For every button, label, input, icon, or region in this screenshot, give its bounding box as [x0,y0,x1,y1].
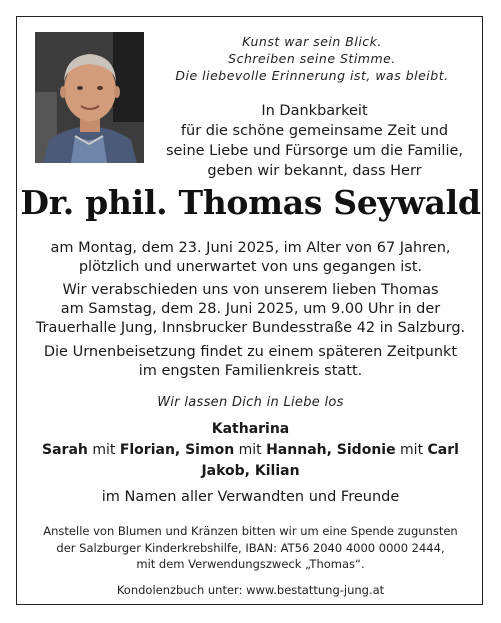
donation-line: der Salzburger Kinderkrebshilfe, IBAN: AT56 2040 4000 0000 2444, [56,540,445,555]
family-member: Hannah, Sidonie [266,442,396,458]
connector: mit [395,442,428,458]
verse-line: Kunst war sein Blick. [242,34,382,49]
intro-text [137,101,492,181]
family-member: Katharina [211,421,290,437]
death-notice [17,239,484,277]
urn-burial-notice [17,343,484,381]
donation-line: Anstelle von Blumen und Kränzen bitten wir um eine Spende zugunsten [43,524,458,538]
portrait-photo [35,32,144,163]
death-notice-line: plötzlich und unerwartet von uns gegangen ist. [78,259,423,275]
verse-line: Die liebevolle Erinnerung ist, was bleibt. [175,68,449,83]
intro-line: In Dankbarkeit [261,103,368,119]
farewell-line: Trauerhalle Jung, Innsbrucker Bundesstraße 42 in Salzburg. [35,320,466,336]
farewell-notice [17,281,484,338]
family-member: Jakob, Kilian [201,463,300,479]
donation-request [17,523,484,573]
family-names [17,419,484,482]
deceased-name: Dr. phil. Thomas Seywald [20,183,481,222]
relatives-line: im Namen aller Verwandten und Freunde [101,489,400,505]
farewell-line: am Samstag, dem 28. Juni 2025, um 9.00 Uhr in der [60,301,441,317]
condolence-book-link[interactable]: Kondolenzbuch unter: www.bestattung-jung.at [116,583,385,597]
donation-line: mit dem Verwendungszweck „Thomas“. [136,557,365,571]
intro-line: seine Liebe und Fürsorge um die Familie, [165,143,464,159]
death-notice-line: am Montag, dem 23. Juni 2025, im Alter von 67 Jahren, [50,240,451,256]
connector: mit [234,442,267,458]
intro-line: geben wir bekannt, dass Herr [207,163,422,179]
verse [157,33,467,84]
family-member: Florian, Simon [119,442,235,458]
family-member: Carl [427,442,459,458]
urn-burial-line: Die Urnenbeisetzung findet zu einem späteren Zeitpunkt [43,344,458,360]
family-member: Sarah [42,442,88,458]
urn-burial-line: im engsten Familienkreis statt. [138,363,363,379]
closing-phrase: Wir lassen Dich in Liebe los [157,395,344,410]
verse-line: Schreiben seine Stimme. [228,51,396,66]
connector: mit [87,442,120,458]
intro-line: für die schöne gemeinsame Zeit und [180,123,449,139]
farewell-line: Wir verabschieden uns von unserem lieben Thomas [62,282,439,298]
obituary-frame [16,16,483,605]
